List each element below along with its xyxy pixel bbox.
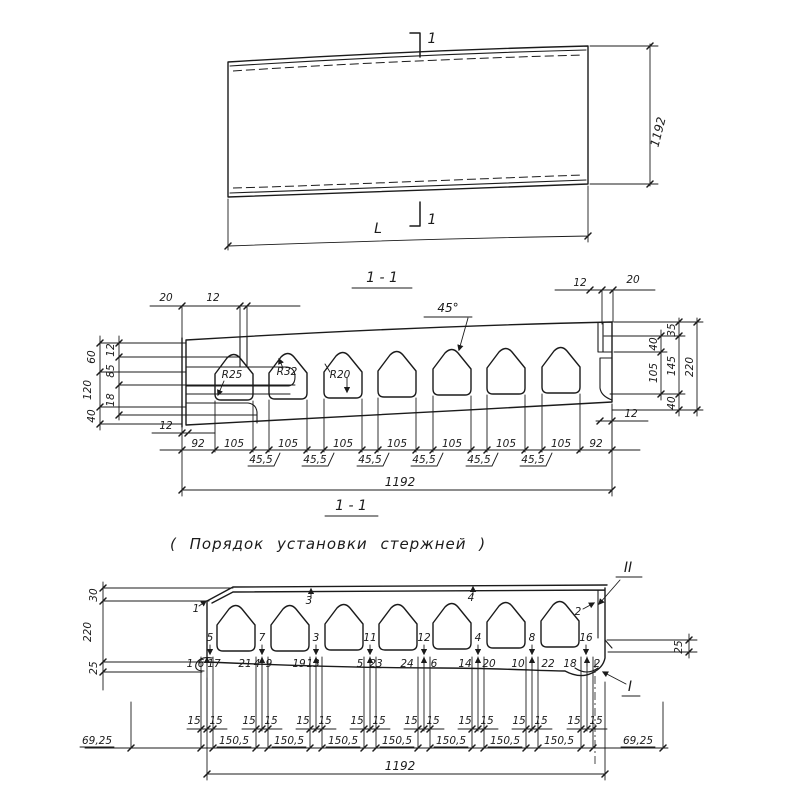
dim-label: 105 — [223, 438, 245, 450]
left-chain-lines — [100, 336, 295, 430]
dim-label: 150,5 — [489, 735, 521, 747]
dim-label: 15 — [264, 715, 278, 727]
hole — [378, 352, 416, 398]
dim-right-35: 35 — [666, 323, 678, 337]
radius-label-r20: R20 — [329, 369, 351, 381]
dim-label: 15 — [458, 715, 472, 727]
edge-dim-right: 69,25 — [622, 735, 654, 747]
hole — [433, 604, 471, 650]
dim-label: 150,5 — [381, 735, 413, 747]
callout-number: 23 — [369, 658, 383, 670]
callout-number: 13 — [306, 658, 320, 670]
callout-number: 20 — [482, 658, 496, 670]
angle-label: 45° — [437, 301, 459, 315]
dim-label: 150,5 — [327, 735, 359, 747]
cut-label-bottom: 1 — [427, 212, 437, 228]
section-holes — [215, 348, 580, 401]
dim-left-inner-18: 18 — [105, 393, 117, 407]
dim-label: 150,5 — [273, 735, 305, 747]
hole — [487, 349, 525, 395]
dim-left-inner-12: 12 — [105, 343, 117, 357]
dim-label: 105 — [277, 438, 299, 450]
dim-label: 92 — [589, 438, 603, 450]
section-cut-marks — [410, 33, 420, 226]
radius-leader-r25 — [218, 381, 224, 395]
section-title: 1 - 1 — [366, 270, 398, 286]
spacing15-labels — [187, 715, 603, 727]
dim-label: 45,5 — [412, 454, 436, 466]
section-right-joint — [598, 323, 612, 400]
callout-number: 12 — [417, 632, 431, 644]
hole — [271, 606, 309, 652]
dim-label: 15 — [350, 715, 364, 727]
dim-left-120: 120 — [82, 379, 94, 401]
dim-label: 15 — [567, 715, 581, 727]
dim-label: 15 — [372, 715, 386, 727]
callout-number: 2 — [574, 606, 582, 618]
web-callout-labels — [207, 632, 593, 644]
dim-label: 150,5 — [543, 735, 575, 747]
dim-label: 105 — [386, 438, 408, 450]
plan-outline — [228, 46, 588, 197]
detail-callout-top: II — [623, 560, 633, 576]
callout-number: 5 — [356, 658, 364, 670]
plan-length-dim-ticks — [225, 233, 591, 249]
hole — [542, 348, 580, 394]
callout-number: 5 — [206, 632, 214, 644]
dim-label: 150,5 — [218, 735, 250, 747]
dim-bl-12: 12 — [159, 420, 173, 432]
overall-dim: 1192 — [384, 475, 416, 489]
dim-label: 15 — [187, 715, 201, 727]
callout-number: 6 — [430, 658, 438, 670]
dim-label: 92 — [191, 438, 205, 450]
rod-overall-dim: 1192 — [384, 759, 416, 773]
callout-number: 2 — [593, 658, 601, 670]
callout-number: 17 — [207, 658, 221, 670]
rod-section-caption: ( Порядок установки стержней ) — [170, 535, 487, 553]
detail-callout-bottom: I — [627, 679, 633, 695]
angle-leader — [459, 318, 468, 350]
hole — [487, 603, 525, 649]
dim-rod-30: 30 — [88, 588, 100, 602]
rod-section-view — [80, 498, 697, 780]
hole — [379, 605, 417, 651]
radius-label-r32: R32 — [276, 366, 298, 378]
dim-label: 45,5 — [358, 454, 382, 466]
section-1-1-view — [82, 270, 703, 496]
plan-width-dim-lines — [590, 44, 658, 186]
plan-view — [225, 31, 669, 250]
callout-number: 4 — [474, 632, 482, 644]
dim-tr-12: 12 — [573, 277, 587, 289]
top-right-dim-lines — [555, 290, 655, 324]
hole — [433, 350, 471, 396]
callout-number: 10 — [511, 658, 525, 670]
dim-right-inner-40: 40 — [648, 337, 660, 351]
plan-length-dim: L — [374, 221, 382, 237]
callout-number: 3 — [305, 595, 313, 607]
callout-number: 24 — [400, 658, 414, 670]
radius-label-r25: R25 — [221, 369, 243, 381]
dim-br-12: 12 — [624, 408, 638, 420]
callout-number: 19 — [292, 658, 306, 670]
cut-label-top: 1 — [427, 31, 437, 47]
hole — [325, 605, 363, 651]
rod-section-title: 1 - 1 — [335, 498, 367, 514]
dim-right-40: 40 — [666, 396, 678, 410]
dim-tr-20: 20 — [626, 274, 640, 286]
dim-label: 15 — [512, 715, 526, 727]
dim-label: 15 — [534, 715, 548, 727]
callout-number: 9 — [265, 658, 273, 670]
rod-section-holes — [217, 602, 579, 652]
dim-rod-right-25: 25 — [673, 640, 685, 654]
edge-dim-left: 69,25 — [81, 735, 113, 747]
callout-number: 4 — [467, 592, 475, 604]
detail-bottom-leader — [603, 672, 626, 684]
dim-label: 150,5 — [435, 735, 467, 747]
dim-label: 45,5 — [521, 454, 545, 466]
callout-number: 1 — [192, 603, 200, 615]
dim-label: 15 — [318, 715, 332, 727]
dim-right-inner-105: 105 — [648, 362, 660, 384]
callout-number: 18 — [563, 658, 577, 670]
dim-label: 45,5 — [249, 454, 273, 466]
dim-right-220: 220 — [684, 356, 696, 378]
callout-number: 11 — [363, 632, 377, 644]
callout-number: 16 — [579, 632, 593, 644]
dim-label: 105 — [495, 438, 517, 450]
dim-rod-220: 220 — [82, 621, 94, 643]
dim-label: 45,5 — [467, 454, 491, 466]
top-left-dim-lines — [150, 306, 300, 338]
plan-width-dim: 1192 — [647, 115, 669, 149]
callout-number: 22 — [541, 658, 555, 670]
dim-tl-20: 20 — [159, 292, 173, 304]
dim-label: 15 — [480, 715, 494, 727]
dim-label: 15 — [242, 715, 256, 727]
callout-number: 6 — [197, 658, 205, 670]
spacing150-labels — [219, 735, 574, 747]
dim-label: 105 — [332, 438, 354, 450]
detail-top-leader — [599, 580, 620, 604]
dim-label: 15 — [589, 715, 603, 727]
dim-label: 15 — [296, 715, 310, 727]
callout-number: 1 — [186, 658, 194, 670]
dim-label: 15 — [209, 715, 223, 727]
dim-tl-12: 12 — [206, 292, 220, 304]
dim-right-145: 145 — [666, 355, 678, 377]
plan-edge-lines — [230, 50, 586, 193]
dim-label: 105 — [441, 438, 463, 450]
dim-left-40: 40 — [86, 409, 98, 423]
callout-number: 3 — [312, 632, 320, 644]
dim-label: 15 — [404, 715, 418, 727]
hole — [217, 606, 255, 652]
callout-number: 8 — [528, 632, 536, 644]
plan-hidden-lines — [233, 55, 583, 188]
hole — [541, 602, 579, 648]
dim-left-60: 60 — [86, 350, 98, 364]
dim-label: 105 — [550, 438, 572, 450]
web-dim-underlines — [248, 453, 552, 466]
callout-number: 7 — [258, 632, 266, 644]
callout-number: 21 — [238, 658, 252, 670]
callout-number: 14 — [458, 658, 472, 670]
dim-label: 45,5 — [303, 454, 327, 466]
callout-number: 4 — [253, 658, 261, 670]
dim-rod-25: 25 — [88, 661, 100, 675]
web-dim-labels — [249, 454, 545, 466]
dim-left-inner-85: 85 — [105, 364, 117, 378]
dim-label: 15 — [426, 715, 440, 727]
